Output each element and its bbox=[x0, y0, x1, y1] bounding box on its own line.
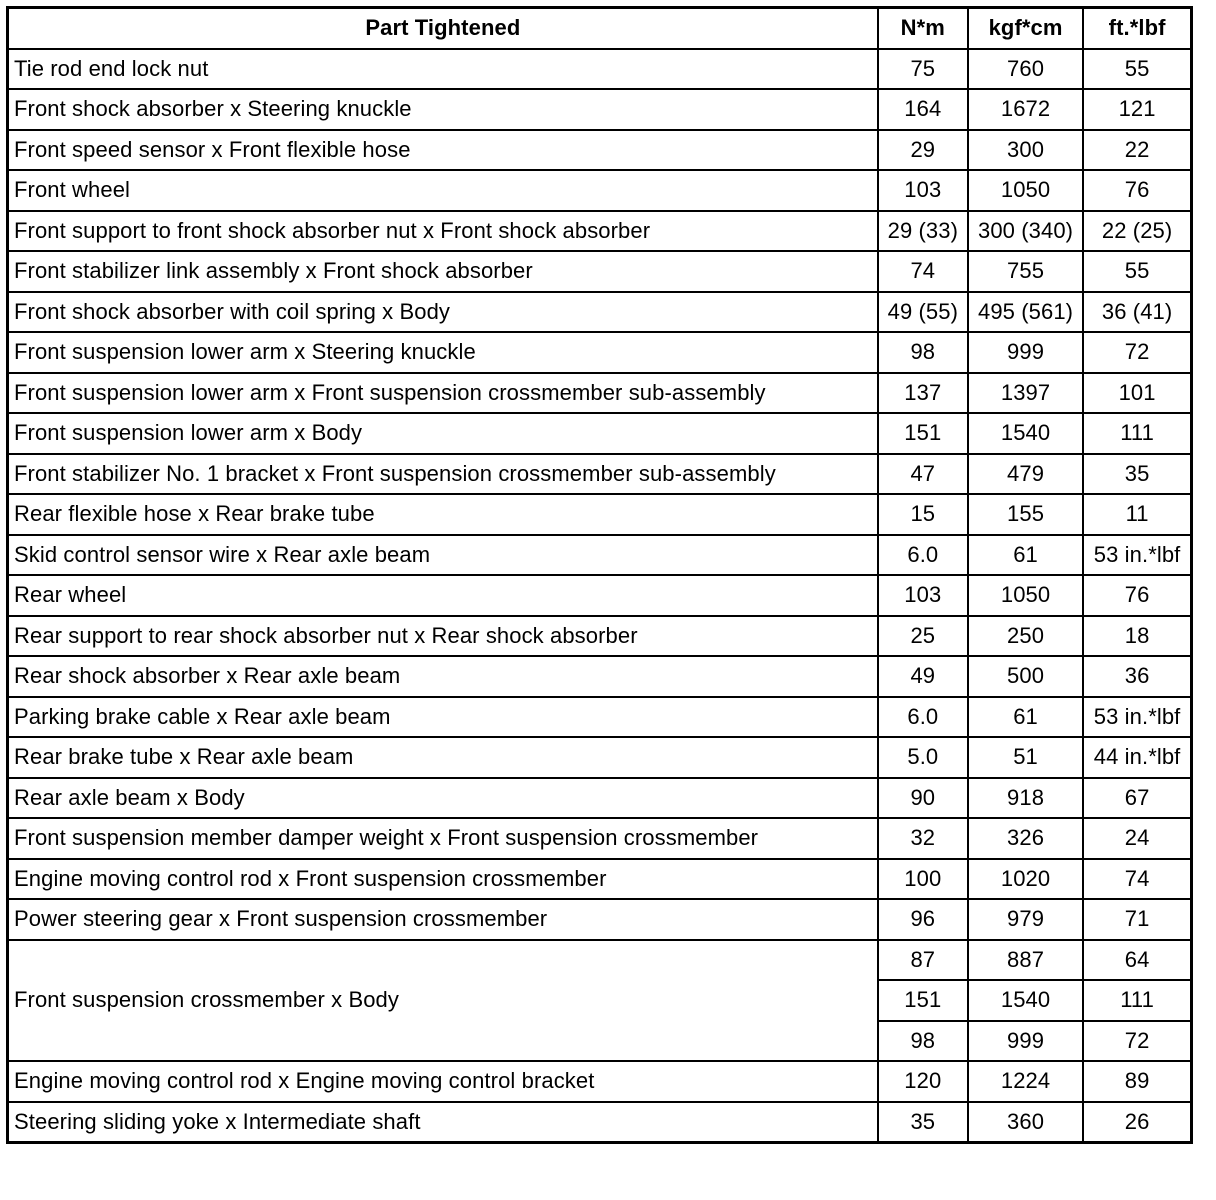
table-row bbox=[8, 49, 1192, 90]
torque-kgf-cm-cell: 479 bbox=[968, 454, 1083, 495]
part-name-cell: Rear wheel bbox=[8, 575, 878, 616]
torque-ft-lbf-cell: 101 bbox=[1083, 373, 1191, 414]
table-row bbox=[8, 940, 1192, 981]
part-name-cell: Front suspension lower arm x Body bbox=[8, 413, 878, 454]
torque-kgf-cm-cell: 1397 bbox=[968, 373, 1083, 414]
table-row bbox=[8, 535, 1192, 576]
part-name-cell: Front shock absorber with coil spring x Body bbox=[8, 292, 878, 333]
part-name-cell: Engine moving control rod x Engine moving control bracket bbox=[8, 1061, 878, 1102]
header-newton-meter: N*m bbox=[878, 8, 968, 49]
torque-kgf-cm-cell: 326 bbox=[968, 818, 1083, 859]
torque-newton-meter-cell: 49 bbox=[878, 656, 968, 697]
torque-newton-meter-cell: 98 bbox=[878, 332, 968, 373]
torque-ft-lbf-cell: 22 bbox=[1083, 130, 1191, 171]
torque-ft-lbf-cell: 72 bbox=[1083, 332, 1191, 373]
part-name-cell: Power steering gear x Front suspension crossmember bbox=[8, 899, 878, 940]
torque-newton-meter-cell: 137 bbox=[878, 373, 968, 414]
part-name-cell: Front suspension lower arm x Steering knuckle bbox=[8, 332, 878, 373]
torque-newton-meter-cell: 35 bbox=[878, 1102, 968, 1143]
part-name-cell: Front suspension lower arm x Front suspension crossmember sub-assembly bbox=[8, 373, 878, 414]
torque-kgf-cm-cell: 918 bbox=[968, 778, 1083, 819]
torque-kgf-cm-cell: 300 bbox=[968, 130, 1083, 171]
torque-kgf-cm-cell: 1050 bbox=[968, 575, 1083, 616]
part-name-cell: Rear flexible hose x Rear brake tube bbox=[8, 494, 878, 535]
torque-specification-table bbox=[6, 6, 1193, 1144]
torque-newton-meter-cell: 49 (55) bbox=[878, 292, 968, 333]
torque-newton-meter-cell: 151 bbox=[878, 413, 968, 454]
table-row bbox=[8, 1061, 1192, 1102]
table-row bbox=[8, 251, 1192, 292]
part-name-cell: Engine moving control rod x Front suspension crossmember bbox=[8, 859, 878, 900]
torque-newton-meter-cell: 103 bbox=[878, 575, 968, 616]
torque-newton-meter-cell: 6.0 bbox=[878, 535, 968, 576]
torque-ft-lbf-cell: 55 bbox=[1083, 49, 1191, 90]
table-row bbox=[8, 413, 1192, 454]
torque-newton-meter-cell: 120 bbox=[878, 1061, 968, 1102]
torque-ft-lbf-cell: 76 bbox=[1083, 575, 1191, 616]
torque-kgf-cm-cell: 61 bbox=[968, 697, 1083, 738]
header-ft-lbf: ft.*lbf bbox=[1083, 8, 1191, 49]
torque-kgf-cm-cell: 760 bbox=[968, 49, 1083, 90]
torque-newton-meter-cell: 6.0 bbox=[878, 697, 968, 738]
torque-ft-lbf-cell: 53 in.*lbf bbox=[1083, 535, 1191, 576]
torque-ft-lbf-cell: 55 bbox=[1083, 251, 1191, 292]
torque-newton-meter-cell: 47 bbox=[878, 454, 968, 495]
torque-kgf-cm-cell: 1224 bbox=[968, 1061, 1083, 1102]
torque-ft-lbf-cell: 121 bbox=[1083, 89, 1191, 130]
torque-kgf-cm-cell: 999 bbox=[968, 332, 1083, 373]
torque-newton-meter-cell: 75 bbox=[878, 49, 968, 90]
torque-ft-lbf-cell: 26 bbox=[1083, 1102, 1191, 1143]
table-row bbox=[8, 575, 1192, 616]
torque-kgf-cm-cell: 1672 bbox=[968, 89, 1083, 130]
torque-newton-meter-cell: 74 bbox=[878, 251, 968, 292]
torque-kgf-cm-cell: 500 bbox=[968, 656, 1083, 697]
torque-newton-meter-cell: 164 bbox=[878, 89, 968, 130]
part-name-cell: Rear support to rear shock absorber nut x Rear shock absorber bbox=[8, 616, 878, 657]
table-row bbox=[8, 373, 1192, 414]
torque-newton-meter-cell: 32 bbox=[878, 818, 968, 859]
table-row bbox=[8, 818, 1192, 859]
table-body bbox=[8, 49, 1192, 1143]
torque-ft-lbf-cell: 18 bbox=[1083, 616, 1191, 657]
table-row bbox=[8, 737, 1192, 778]
torque-ft-lbf-cell: 71 bbox=[1083, 899, 1191, 940]
part-name-cell: Rear axle beam x Body bbox=[8, 778, 878, 819]
torque-ft-lbf-cell: 74 bbox=[1083, 859, 1191, 900]
torque-ft-lbf-cell: 36 bbox=[1083, 656, 1191, 697]
torque-ft-lbf-cell: 89 bbox=[1083, 1061, 1191, 1102]
table-row bbox=[8, 292, 1192, 333]
part-name-cell: Front stabilizer No. 1 bracket x Front suspension crossmember sub-assembly bbox=[8, 454, 878, 495]
torque-newton-meter-cell: 15 bbox=[878, 494, 968, 535]
torque-newton-meter-cell: 151 bbox=[878, 980, 968, 1021]
part-name-cell: Rear brake tube x Rear axle beam bbox=[8, 737, 878, 778]
torque-newton-meter-cell: 98 bbox=[878, 1021, 968, 1062]
torque-ft-lbf-cell: 36 (41) bbox=[1083, 292, 1191, 333]
torque-newton-meter-cell: 100 bbox=[878, 859, 968, 900]
torque-ft-lbf-cell: 44 in.*lbf bbox=[1083, 737, 1191, 778]
header-kgf-cm: kgf*cm bbox=[968, 8, 1083, 49]
table-row bbox=[8, 616, 1192, 657]
header-part-tightened: Part Tightened bbox=[8, 8, 878, 49]
torque-kgf-cm-cell: 495 (561) bbox=[968, 292, 1083, 333]
part-name-cell: Front suspension member damper weight x Front suspension crossmember bbox=[8, 818, 878, 859]
table-row bbox=[8, 1102, 1192, 1143]
part-name-cell: Front stabilizer link assembly x Front shock absorber bbox=[8, 251, 878, 292]
table-row bbox=[8, 332, 1192, 373]
table-row bbox=[8, 494, 1192, 535]
torque-ft-lbf-cell: 111 bbox=[1083, 980, 1191, 1021]
torque-newton-meter-cell: 96 bbox=[878, 899, 968, 940]
torque-kgf-cm-cell: 1540 bbox=[968, 413, 1083, 454]
table-row bbox=[8, 859, 1192, 900]
torque-newton-meter-cell: 29 (33) bbox=[878, 211, 968, 252]
part-name-cell: Front shock absorber x Steering knuckle bbox=[8, 89, 878, 130]
torque-ft-lbf-cell: 72 bbox=[1083, 1021, 1191, 1062]
torque-ft-lbf-cell: 35 bbox=[1083, 454, 1191, 495]
torque-kgf-cm-cell: 999 bbox=[968, 1021, 1083, 1062]
torque-kgf-cm-cell: 360 bbox=[968, 1102, 1083, 1143]
torque-ft-lbf-cell: 22 (25) bbox=[1083, 211, 1191, 252]
torque-kgf-cm-cell: 755 bbox=[968, 251, 1083, 292]
table-row bbox=[8, 211, 1192, 252]
torque-newton-meter-cell: 103 bbox=[878, 170, 968, 211]
torque-kgf-cm-cell: 1050 bbox=[968, 170, 1083, 211]
torque-kgf-cm-cell: 1540 bbox=[968, 980, 1083, 1021]
torque-kgf-cm-cell: 300 (340) bbox=[968, 211, 1083, 252]
torque-kgf-cm-cell: 61 bbox=[968, 535, 1083, 576]
torque-kgf-cm-cell: 979 bbox=[968, 899, 1083, 940]
table-row bbox=[8, 899, 1192, 940]
torque-kgf-cm-cell: 250 bbox=[968, 616, 1083, 657]
part-name-cell: Front suspension crossmember x Body bbox=[8, 940, 878, 1062]
torque-newton-meter-cell: 29 bbox=[878, 130, 968, 171]
table-row bbox=[8, 697, 1192, 738]
part-name-cell: Front speed sensor x Front flexible hose bbox=[8, 130, 878, 171]
torque-ft-lbf-cell: 67 bbox=[1083, 778, 1191, 819]
torque-ft-lbf-cell: 64 bbox=[1083, 940, 1191, 981]
part-name-cell: Skid control sensor wire x Rear axle beam bbox=[8, 535, 878, 576]
table-row bbox=[8, 778, 1192, 819]
torque-kgf-cm-cell: 1020 bbox=[968, 859, 1083, 900]
torque-ft-lbf-cell: 11 bbox=[1083, 494, 1191, 535]
torque-newton-meter-cell: 90 bbox=[878, 778, 968, 819]
table-row bbox=[8, 89, 1192, 130]
part-name-cell: Rear shock absorber x Rear axle beam bbox=[8, 656, 878, 697]
torque-newton-meter-cell: 25 bbox=[878, 616, 968, 657]
torque-ft-lbf-cell: 24 bbox=[1083, 818, 1191, 859]
torque-ft-lbf-cell: 76 bbox=[1083, 170, 1191, 211]
header-row bbox=[8, 8, 1192, 49]
table-row bbox=[8, 170, 1192, 211]
torque-kgf-cm-cell: 155 bbox=[968, 494, 1083, 535]
part-name-cell: Tie rod end lock nut bbox=[8, 49, 878, 90]
table-row bbox=[8, 656, 1192, 697]
table-row bbox=[8, 454, 1192, 495]
torque-kgf-cm-cell: 51 bbox=[968, 737, 1083, 778]
part-name-cell: Front support to front shock absorber nut x Front shock absorber bbox=[8, 211, 878, 252]
part-name-cell: Parking brake cable x Rear axle beam bbox=[8, 697, 878, 738]
part-name-cell: Front wheel bbox=[8, 170, 878, 211]
torque-kgf-cm-cell: 887 bbox=[968, 940, 1083, 981]
torque-ft-lbf-cell: 53 in.*lbf bbox=[1083, 697, 1191, 738]
torque-ft-lbf-cell: 111 bbox=[1083, 413, 1191, 454]
torque-newton-meter-cell: 5.0 bbox=[878, 737, 968, 778]
torque-newton-meter-cell: 87 bbox=[878, 940, 968, 981]
part-name-cell: Steering sliding yoke x Intermediate shaft bbox=[8, 1102, 878, 1143]
table-row bbox=[8, 130, 1192, 171]
